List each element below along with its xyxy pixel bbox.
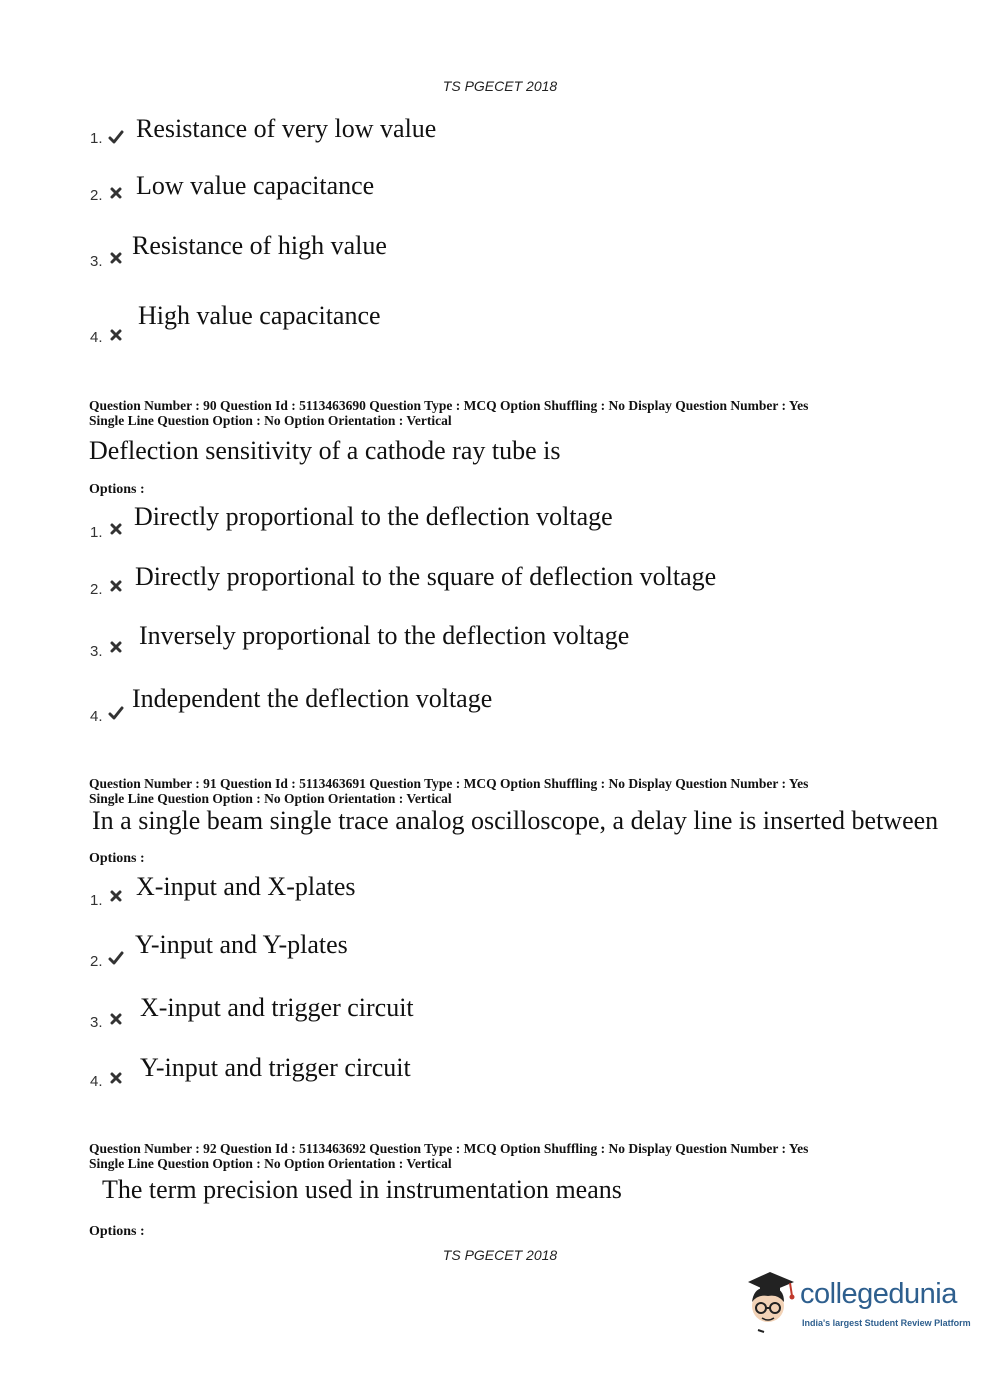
option-number: 1. [90,130,103,147]
question-meta [89,776,808,806]
option-text: High value capacitance [138,301,381,330]
mascot-icon [740,1268,798,1340]
question-meta-line: Question Number : 90 Question Id : 5113463690 Question Type : MCQ Option Shuffling : No Display Question Number : Yes [89,398,809,413]
option-number: 2. [90,187,103,204]
option-text: Y-input and Y-plates [135,930,348,959]
option-text: Directly proportional to the deflection voltage [134,502,613,531]
option-text: Inversely proportional to the deflection voltage [139,621,630,650]
question-text: Deflection sensitivity of a cathode ray tube is [89,436,561,465]
cross-icon [108,250,124,266]
option-text: Directly proportional to the square of deflection voltage [135,562,717,591]
option-text: Low value capacitance [136,171,375,200]
cross-icon [108,1070,124,1086]
cross-icon [108,1011,124,1027]
cross-icon [108,521,124,537]
options-label: Options : [89,482,145,497]
options-label: Options : [89,1224,145,1239]
check-icon [108,129,124,145]
option-text: Resistance of high value [132,231,387,260]
question-meta-line: Question Number : 91 Question Id : 5113463691 Question Type : MCQ Option Shuffling : No Display Question Number : Yes [89,776,809,791]
option-text: X-input and X-plates [136,872,356,901]
option-number: 3. [90,1014,103,1031]
option-number: 3. [90,253,103,270]
question-meta-line: Single Line Question Option : No Option Orientation : Vertical [89,413,452,428]
page-footer-header: TS PGECET 2018 [442,1247,558,1263]
option-number: 4. [90,708,103,725]
option-number: 4. [90,1073,103,1090]
question-meta-line: Question Number : 92 Question Id : 5113463692 Question Type : MCQ Option Shuffling : No Display Question Number : Yes [89,1141,809,1156]
check-icon [108,705,124,721]
option-number: 1. [90,892,103,909]
question-text: In a single beam single trace analog oscilloscope, a delay line is inserted between [92,806,939,835]
question-meta-line: Single Line Question Option : No Option Orientation : Vertical [89,791,452,806]
cross-icon [108,327,124,343]
option-text: Independent the deflection voltage [132,684,493,713]
cross-icon [108,888,124,904]
check-icon [108,950,124,966]
option-number: 4. [90,329,103,346]
cross-icon [108,639,124,655]
option-number: 2. [90,953,103,970]
page-header: TS PGECET 2018 [442,78,558,94]
question-meta [89,1141,808,1171]
collegedunia-logo [740,1268,970,1344]
option-text: Y-input and trigger circuit [140,1053,411,1082]
question-text: The term precision used in instrumentation means [102,1175,622,1204]
brand-tagline: India's largest Student Review Platform [802,1318,971,1328]
cross-icon [108,578,124,594]
option-number: 1. [90,524,103,541]
option-text: Resistance of very low value [136,114,437,143]
question-meta-line: Single Line Question Option : No Option Orientation : Vertical [89,1156,452,1171]
cross-icon [108,185,124,201]
options-label: Options : [89,851,145,866]
option-number: 2. [90,581,103,598]
brand-name: collegedunia [800,1278,957,1310]
question-meta [89,398,808,428]
option-number: 3. [90,643,103,660]
option-text: X-input and trigger circuit [140,993,414,1022]
